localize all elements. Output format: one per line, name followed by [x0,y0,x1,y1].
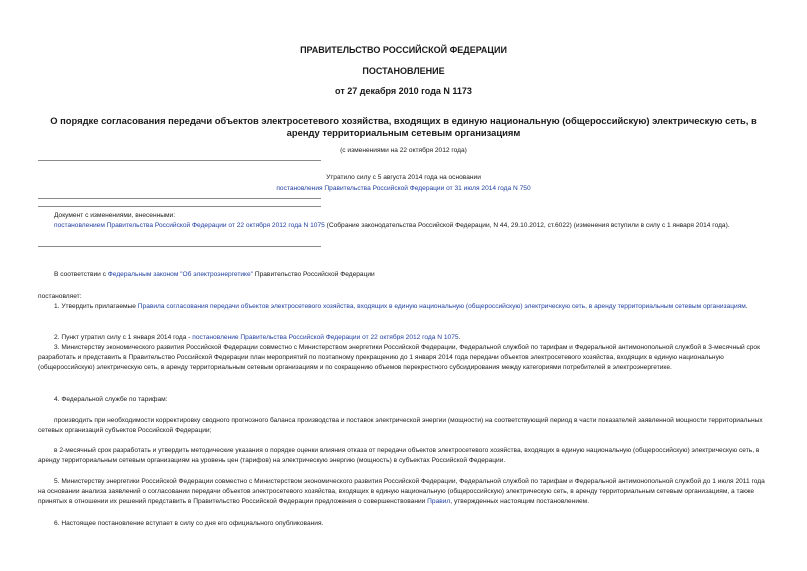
paragraph-5-before: 5. Министерству энергетики Российской Федерации совместно с Министерством экономического развития Российской Федерации, Федеральной службой по тарифам и Федеральной антимонопольной службой до 1 июля 2011 года на основании анализа заявлений о согласовании передачи объектов электросетевого хозяйства, входящих в единую национальную (общероссийскую) электрическую сеть, в аренду территориальным сетевым организациям, а также принятых в отношении их решений представить в Правительство Российской Федерации предложения о совершенствовании [38,478,765,505]
divider [38,198,321,199]
rules-short-link[interactable]: Правил [427,498,451,505]
preamble [38,270,768,280]
decrees-word: постановляет: [38,293,82,300]
lost-force-link[interactable]: постановления Правительства Российской Федерации от 31 июля 2014 года N 750 [276,185,531,192]
preamble-before: В соответствии с [54,271,108,278]
paragraph-4b: в 2-месячный срок разработать и утвердить методические указания о порядке оценки влияния отказа от передачи объектов электросетевого хозяйства, входящих в единую национальную (общероссийскую) электрическую сеть, в аренду территориальным сетевым организациям на уровень цен (тарифов) на электрическую энергию (мощность) в субъектах Российской Федерации. [38,447,760,464]
paragraph-3: 3. Министерству экономического развития Российской Федерации совместно с Министерством энергетики Российской Федерации, Федеральной службой по тарифам и Федеральной антимонопольной службой в 3-месячный срок разработать и представить в Правительство Российской Федерации план мероприятий по поэтапному прекращению до 1 января 2014 года передачи объектов электросетевого хозяйства, входящих в единую национальную (общероссийскую) электрическую сеть, в аренду территориальным сетевым организациям и по сокращению объемов перекрестного субсидирования между категориями потребителей в электроэнергетике. [38,344,760,371]
paragraph-2: 2. Пункт утратил силу с 1 января 2014 года - постановление Правительства Российской Федерации от 22 октября 2012 года N 1075. [54,334,461,341]
paragraph-6: 6. Настоящее постановление вступает в силу со дня его официального опубликования. [54,520,324,527]
lost-force-text: Утратило силу с 5 августа 2014 года на основании [326,174,481,181]
paragraph-1-before: 1. Утвердить прилагаемые [54,303,138,310]
date-number-heading: от 27 декабря 2010 года N 1173 [335,86,472,96]
changes-link[interactable]: постановлением Правительства Российской Федерации от 22 октября 2012 года N 1075 [54,222,325,229]
changes-paragraph [38,221,768,231]
paragraph-4a: производить при необходимости корректировку сводного прогнозного баланса производства и поставок электрической энергии (мощности) на соответствующий период в части показателей заявленной мощности территориальных сетевых организаций субъектов Российской Федерации; [38,417,763,434]
paragraph-5: 5. Министерству энергетики Российской Федерации совместно с Министерством экономического развития Российской Федерации, Федеральной службой по тарифам и Федеральной антимонопольной службой до 1 июля 2011 года на основании анализа заявлений о согласовании передачи объектов электросетевого хозяйства, входящих в единую национальную (общероссийскую) электрическую сеть, в аренду территориальным сетевым организациям, а также принятых в отношении их решений представить в Правительство Российской Федерации предложения о совершенствовании Правил, утвержденных настоящим постановлением. [38,478,765,505]
resolution-1075-link[interactable]: постановление Правительства Российской Федерации от 22 октября 2012 года N 1075 [192,334,459,341]
paragraph-2-before: 2. Пункт утратил силу с 1 января 2014 года - [54,334,193,341]
divider [38,206,321,207]
paragraph-1: 1. Утвердить прилагаемые Правила согласования передачи объектов электросетевого хозяйства, входящих в единую национальную (общероссийскую) электрическую сеть, в аренду территориальным сетевым организациям. [54,303,748,310]
changes-intro: Документ с изменениями, внесенными: [54,212,176,219]
federal-law-link[interactable]: Федеральным законом "Об электроэнергетике" [107,271,254,278]
rules-link[interactable]: Правила согласования передачи объектов электросетевого хозяйства, входящих в единую национальную (общероссийскую) электрическую сеть, в аренду территориальным сетевым организациям [137,303,746,310]
document-title: О порядке согласования передачи объектов электросетевого хозяйства, входящих в единую национальную (общероссийскую) электрическую сеть, в аренду территориальным сетевым организациям [50,115,757,138]
paragraph-4: 4. Федеральной службе по тарифам: [54,396,168,403]
divider [38,246,321,247]
amendment-note: (с изменениями на 22 октября 2012 года) [340,147,467,154]
preamble-after: Правительство Российской Федерации [253,271,375,278]
changes-rest: (Собрание законодательства Российской Федерации, N 44, 29.10.2012, ст.6022) (изменения вступили в силу с 1 января 2014 года). [324,222,730,229]
government-heading: ПРАВИТЕЛЬСТВО РОССИЙСКОЙ ФЕДЕРАЦИИ [300,45,507,55]
doc-type-heading: ПОСТАНОВЛЕНИЕ [362,66,445,76]
divider [38,160,321,161]
